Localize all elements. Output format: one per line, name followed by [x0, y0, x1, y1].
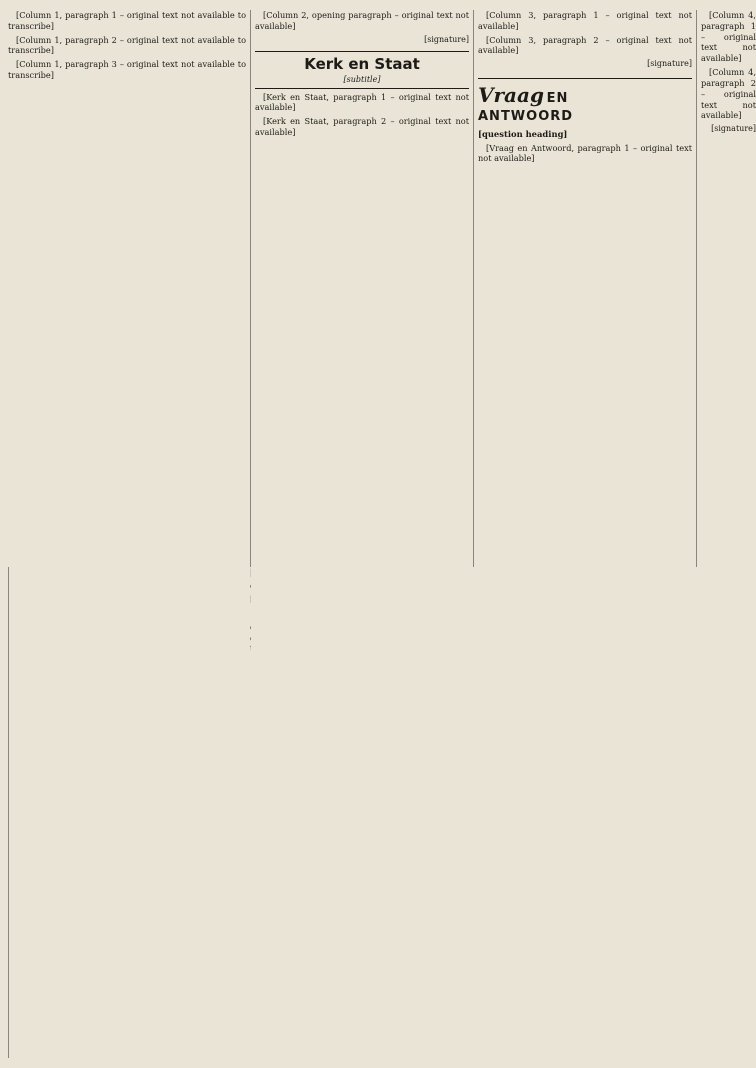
article-signoff: [signature]: [711, 124, 756, 134]
vraag-antwoord: ANTWOORD: [478, 109, 574, 125]
cutoff-heading: [250, 567, 251, 607]
question-title: [question heading]: [478, 129, 568, 140]
paragraph: [Column 2, opening paragraph – original text not available]: [255, 10, 469, 31]
column-1: [8, 10, 246, 567]
vraag-title: Vraag: [478, 82, 544, 107]
kerk-en-staat-header: [255, 51, 469, 88]
paragraph: [250, 613, 251, 655]
column-rule: [8, 567, 9, 1058]
section-title: Kerk en Staat: [304, 55, 420, 74]
paragraph: [Column 3, paragraph 1 – original text not available]: [478, 10, 692, 31]
column-rule: [473, 10, 474, 567]
section-subtitle: [subtitle]: [343, 75, 381, 84]
letter-signoff: [signature]: [424, 34, 469, 44]
paragraph: [Kerk en Staat, paragraph 2 – original text not available]: [255, 116, 469, 138]
paragraph: [Column 1, paragraph 2 – original text not available to transcribe]: [8, 34, 246, 56]
article-signoff: [signature]: [647, 59, 692, 69]
paragraph: [Column 4, paragraph 2 – original text not available]: [701, 67, 756, 121]
column-2: [255, 10, 469, 567]
column-rule: [696, 10, 697, 567]
paragraph: [Kerk en Staat, paragraph 1 – original text not available]: [255, 91, 469, 113]
vraag-en-antwoord-header: [478, 78, 692, 126]
paragraph: [Column 4, paragraph 1 – original text not available]: [701, 10, 756, 64]
vraag-en: EN: [546, 90, 569, 106]
column-3: [478, 10, 692, 567]
column-rule: [250, 10, 251, 567]
paragraph: [Column 3, paragraph 2 – original text not available]: [478, 34, 692, 56]
paragraph: [Column 1, paragraph 1 – original text not available to transcribe]: [8, 10, 246, 31]
column-4: [701, 10, 756, 567]
column-5-cutoff: [250, 567, 251, 1058]
paragraph: [Column 1, paragraph 3 – original text not available to transcribe]: [8, 59, 246, 81]
paragraph: [Vraag en Antwoord, paragraph 1 – original text not available]: [478, 142, 692, 164]
